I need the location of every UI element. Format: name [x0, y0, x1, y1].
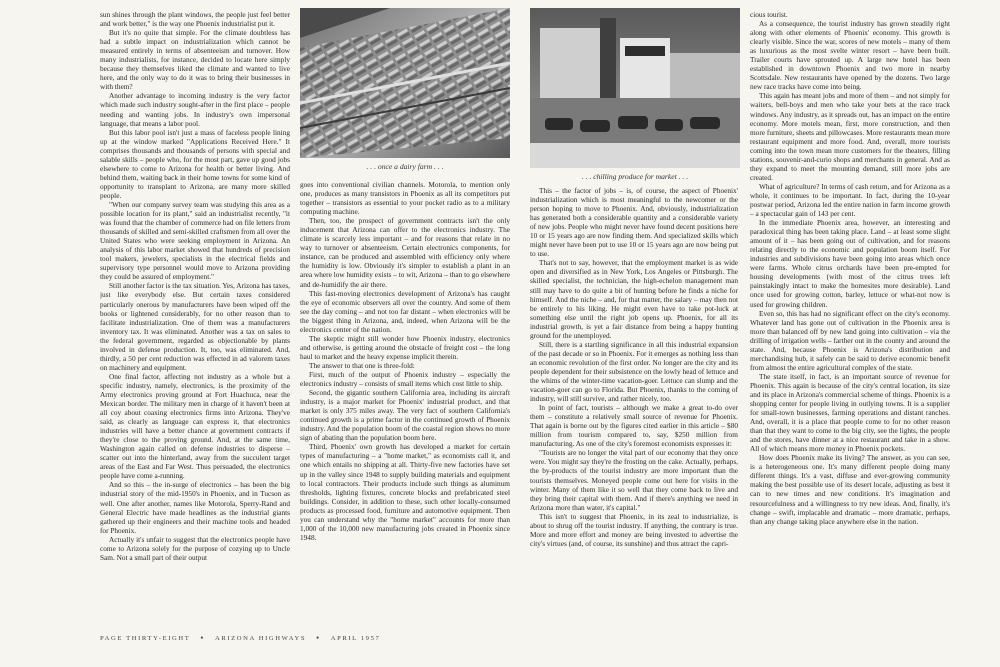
- produce-caption: . . . chilling produce for market . . .: [581, 172, 689, 181]
- paragraph: The answer to that one is three-fold:: [309, 360, 415, 370]
- paragraph: sun shines through the plant windows, the people just feel better and work better," is the way one Phoenix industrialist put it.: [100, 10, 290, 29]
- paragraph: But this labor pool isn't just a mass of faceless people lining up at the window marked "Applications Received Here." It comprises thousands and thousands of persons with special and salable skills – people who, for the most part, gave up good jobs elsewhere to come to Arizona for health or better living. And behind them, waiting back in their home towns for some kind of opportunity to transplant to Arizona, are many more skilled people.: [100, 127, 290, 200]
- produce-photo: [530, 8, 740, 168]
- paragraph: How does Phoenix make its living? The answer, as you can see, is a heterogeneous one. It's many different people doing many different things. It's a vast, diffuse and ever-growing community making the best possible use of its desert locale, adjusting as best it can to new times and new conditions. It's imagination and resourcefulness and a willingness to try new ideas. And, finally, it's change – swift, implacable and dramatic – more dramatic, perhaps, than any change taking place anywhere else in the nation.: [750, 453, 950, 526]
- paragraph: This isn't to suggest that Phoenix, in its zeal to industrialize, is about to shrug off the tourist industry. If anything, the contrary is true. More and more effort and money are being invested to advertise the city's virtues (and, of course, its sunshine) and thus attract the capri-: [530, 511, 738, 548]
- paragraph: Another advantage to incoming industry is the very factor which made such industry sought-after in the first place – people needing and wanting jobs. In industry's own impersonal language, that means a labor pool.: [100, 91, 290, 128]
- paragraph: Even so, this has had no significant effect on the city's economy. Whatever land has gone out of cultivation in the Phoenix area is more than balanced off by new land going into cultivation – via the drilling of irrigation wells – farther out in the county and around the state. And, because Phoenix is Arizona's distribution and merchandising hub, it safely can be said to derive economic benefit from almost the entire agricultural complex of the state.: [750, 308, 950, 372]
- paragraph: One final factor, affecting not industry as a whole but a specific industry, namely, electronics, is the proximity of the Army electronics proving ground at Fort Huachuca, near the Mexican border. The military men in charge of it haven't been at all coy about coaxing electronics firms into Arizona. They've said, as clearly as language can express it, that electronics industries will have a better chance at government contracts if they're close to the proving ground. And, at the same time, Washington again called on defense industries to disperse – scatter out into the hinterland, away from the succulent target areas of the East and Far West. Thus persuaded, the electronics people have come a-running.: [100, 371, 290, 481]
- paragraph: This fast-moving electronics development of Arizona's has caught the eye of economic observers all over the country. And some of them see the day coming – and not too far distant – when electronics will be the biggest thing in Arizona, and, indeed, when Arizona will be the electronics center of the nation.: [300, 288, 510, 334]
- right-column-1: [530, 186, 738, 632]
- paragraph: goes into conventional civilian channels. Motorola, to mention only one, produces as many transistors in Phoenix as all its competitors put together – transistors as essential to your pocket radio as to a military computing machine.: [300, 180, 510, 217]
- left-column-2: [300, 180, 510, 625]
- paragraph: Still, there is a startling significance in all this industrial expansion of the past decade or so in Phoenix. For it emerges as nothing less than an economic revolution of the first order. No longer are the city and its people dependent for their subsistence on the lowly head of lettuce and the whims of the winter-time vacation-goer. Lettuce can slump and the vacation-goer can go to Florida. But Phoenix, thanks to the coming of industry, will still survive, and rather nicely, too.: [530, 339, 738, 404]
- paragraph: "When our company survey team was studying this area as a possible location for its plant," said an industrialist recently, "it was found that the chamber of commerce had on file letters from thousands of skilled and semi-skilled craftsmen from all over the United States who were seeking employment in Arizona. An analysis of this labor market showed that hundreds of precision tool makers, jewelers, specialists in the electrical fields and supervisory type personnel would move to Arizona providing they could be assured of employment.": [100, 199, 290, 282]
- paragraph: In the immediate Phoenix area, however, an interesting and paradoxical thing has been taking place. Land – at least some slight amount of it – has been going out of cultivation, and for reasons relating directly to the economic and population boom itself. For industries and subdivisions have been going into areas which once were farms. Whole citrus orchards have been pre-empted for housing developments (with most of the citrus trees left painstakingly intact to make the homesites more desirable). Land once used for growing cotton, barley, lettuce or what-not now is used for growing children.: [750, 218, 950, 309]
- paragraph: This again has meant jobs and more of them – and not simply for waiters, bell-boys and men who take your bets at the race track windows. Any industry, as it spreads out, has an impact on the entire economy. More motels mean, first, more construction, and then more furniture, sheets and pillowcases. More restaurants mean more restaurant equipment and more food. And, overall, more tourists coming into the town mean more customers for the theaters, filling stations, souvenir-and-curio shops and merchants in general. And as they expand to meet the mounting demand, still more jobs are created.: [750, 91, 950, 182]
- paragraph: This – the factor of jobs – is, of course, the aspect of Phoenix' industrialization which is most meaningful to the newcomer or the person hoping to move to Phoenix. And, obviously, industrialization has generated both a considerable quantity and a considerable variety of new jobs. People who might never have found decent positions here 10 or 15 years ago are now finding them. And specialized skills which might never have been put to use 10 or 15 years ago are now being put to use.: [530, 186, 738, 259]
- footer-separator: ●: [200, 636, 205, 641]
- paragraph: But it's no quite that simple. For the climate doubtless has had a subtle impact on industrialization which cannot be measured entirely in terms of absenteeism and turnover. How many industrialists, for instance, decided to locate here simply because they themselves liked the climate and wanted to live here, and the only way to do it was to bring their businesses in with them?: [100, 28, 290, 92]
- paragraph: "Tourists are no longer the vital part of our economy that they once were. You might say they're the frosting on the cake. Actually, perhaps, the by-products of the tourist industry are more important than the tourists themselves. Moneyed people come out here for visits in the winter. Many of them like it so well that they come back to live and they bring their capital with them. And if there's anything we need in Arizona more than water, it's capital.": [530, 448, 738, 512]
- dairy-farm-aerial-image: [300, 8, 510, 158]
- paragraph: Third, Phoenix' own growth has developed a market for certain types of manufacturing – a "home market," as economists call it, and one which entails no shipping at all. Thirty-five new factories have set up in the valley since 1948 to supply building materials and equipment to local contractors. Their products include such things as aluminum thresholds, lighting fixtures, concrete blocks and prefabricated steel buildings. Consider, in addition to these, such other locally-consumed products as processed food, furniture and automotive equipment. Then you can understand why the "home market" accounts for more than 1,000 of the 10,000 new manufacturing jobs created in Phoenix since 1948.: [300, 442, 510, 542]
- paragraph: In point of fact, tourists – although we make a great to-do over them – constitute a relatively small source of revenue for Phoenix. That again is borne out by the figures cited earlier in this article – $80 million from tourism compared to, say, $250 million from manufacturing. As one of the city's foremost economists expresses it:: [530, 403, 738, 449]
- paragraph: That's not to say, however, that the employment market is as wide open and diversified as in New York, Los Angeles or Pittsburgh. The skilled specialist, the technician, the high-echelon management man still may have to do quite a bit of hunting before he finds a niche for himself. And the niche – and, for that matter, the salary – may then not be entirely to his liking. He might even have to take pot-luck at something else until the right job opens up. Phoenix, for all its industrial growth, is yet a fair distance from being a happy hunting ground for the unemployed.: [530, 258, 738, 340]
- paragraph: And so this – the in-surge of electronics – has been the big industrial story of the mid-1950's in Phoenix, and in Tucson as well. One after another, names like Motorola, Sperry-Rand and General Electric have made headlines as the industrial giants gathered up their engineers and their machine tools and headed for Phoenix.: [100, 480, 290, 535]
- footer-separator: ●: [316, 636, 321, 641]
- paragraph: Still another factor is the tax situation. Yes, Arizona has taxes, just like everybody else. But certain taxes considered particularly onerous by manufacturers have been wiped off the books or lightened considerably, for no other reason than to facilitate industrialization. One of them was a manufacturers inventory tax. It was eliminated. Another was a tax on sales to the federal government, regarded as objectionable by plants involved in defense production. It, too, was eliminated. And, thirdly, a 50 per cent reduction was effected in ad valorem taxes on machinery and equipment.: [100, 281, 290, 372]
- page-footer: [100, 635, 540, 642]
- dairy-farm-photo: [300, 8, 510, 158]
- issue-date: APRIL 1957: [330, 635, 381, 642]
- produce-plant-image: [530, 8, 740, 168]
- right-column-2: [750, 10, 950, 632]
- paragraph: cious tourist.: [750, 10, 788, 19]
- paragraph: Second, the gigantic southern California area, including its aircraft industry, is a major market for Phoenix' industrial product, and that market is only 375 miles away. The very fact of southern California's continued growth is a prime factor in the continued growth of Phoenix industry. And the population boom of the coastal region shows no more sign of abating than the population boom here.: [300, 388, 510, 443]
- dairy-farm-caption: . . . once a dairy farm . . .: [366, 162, 444, 171]
- paragraph: As a consequence, the tourist industry has grown steadily right along with other elements of Phoenix' economy. This growth is clearly visible. Since the war, scores of new motels – many of them as luxurious as the most svelte winter resort – have been built. Trailer courts have sprouted up. A large new hotel has been established in downtown Phoenix and two more in nearby Scottsdale. New restaurants have opened by the dozens. Two large new race tracks have come into being.: [750, 19, 950, 92]
- paragraph: The skeptic might still wonder how Phoenix industry, electronics and otherwise, is getting around the obstacle of freight cost – the long haul to market and the heavy expense implicit therein.: [300, 333, 510, 361]
- paragraph: The state itself, in fact, is an important source of revenue for Phoenix. This again is because of the city's central location, its size and its place in Arizona's commercial scheme of things. Phoenix is a shopping center for people living in outlying towns. It is a supplier for small-town businesses, farming operations and distant ranches. And, overall, it is a place that people come to for no other reason than that they want to come to the big city, see the lights, the people and the stores, have dinner at a nice restaurant and take in a show. All of which means more money in Phoenix pockets.: [750, 371, 950, 454]
- page-number: PAGE THIRTY-EIGHT: [100, 635, 191, 642]
- paragraph: Actually it's unfair to suggest that the electronics people have come to Arizona solely for the purpose of cozying up to Uncle Sam. Not a small part of their output: [100, 534, 290, 562]
- magazine-name: ARIZONA HIGHWAYS: [214, 635, 307, 642]
- paragraph: What of agriculture? In terms of cash return, and for Arizona as a whole, it continues to be important. In fact, during the 10-year postwar period, Arizona led the entire nation in farm income growth – a spectacular gain of 143 per cent.: [750, 181, 950, 219]
- paragraph: First, much of the output of Phoenix industry – especially the electronics industry – consists of small items which cost little to ship.: [300, 369, 510, 389]
- left-column-1: [100, 10, 290, 625]
- paragraph: Then, too, the prospect of government contracts isn't the only inducement that Arizona can offer to the electronics industry. The climate is scarcely less important – and for reasons that relate in no way to turnover or absenteeism. Certain electronics components, for instance, can be produced and assembled with efficiency only where the humidity is low. Obviously it's simpler to establish a plant in an area where low humidity exists – to wit, Arizona – than to go elsewhere and de-humidify the air there.: [300, 216, 510, 289]
